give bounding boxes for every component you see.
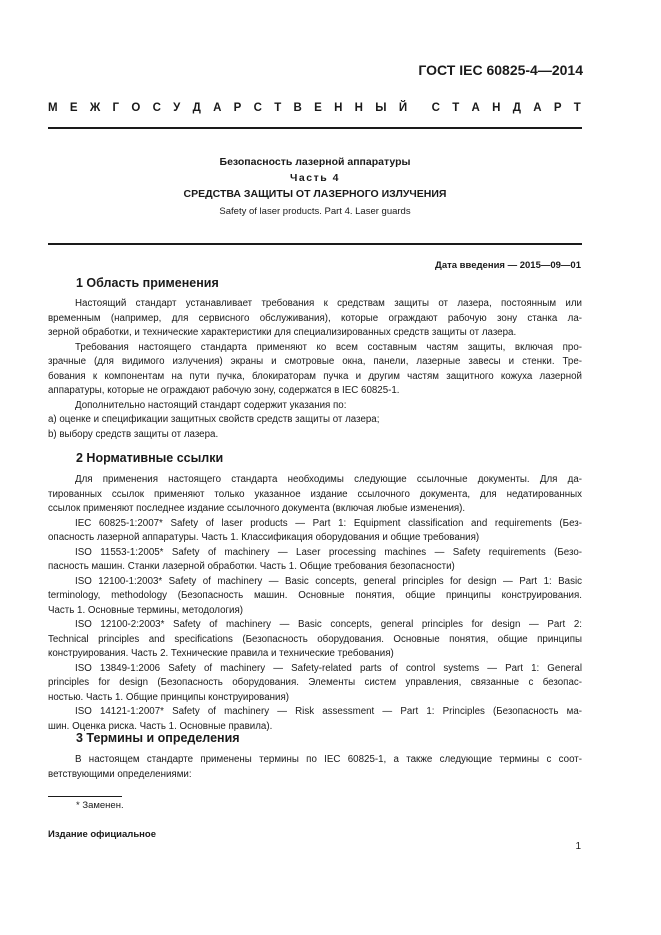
banner-letter: Р: [553, 102, 562, 114]
part-label: Часть 4: [290, 172, 340, 184]
title-divider: [48, 243, 582, 245]
list-item: b) выбору средств защиты от лазера.: [48, 428, 219, 440]
footnote-divider: [48, 796, 122, 797]
official-edition-label: Издание официальное: [48, 829, 156, 840]
reference-line: terminology, methodology (Безопасность машин. Основные понятия, общие принципы конструирования.: [48, 590, 582, 601]
banner-letter: С: [431, 102, 440, 114]
standard-title: Безопасность лазерной аппаратуры: [219, 156, 411, 168]
reference-line: Часть 1. Основные термины, методология): [48, 604, 244, 616]
section-heading-scope: 1 Область применения: [76, 276, 219, 290]
banner-letter: Р: [233, 102, 242, 114]
text-line: ветствующими определениями:: [48, 768, 192, 780]
text-line: Дополнительно настоящий стандарт содержит указания по:: [75, 399, 347, 411]
reference-line: IEC 60825-1:2007* Safety of laser products — Part 1: Equipment classification and requirements (Без-: [75, 517, 582, 529]
text-line: Требования настоящего стандарта применяют ко всем составным частям защиты, включая про-: [75, 341, 582, 353]
section-body-scope: [48, 297, 582, 442]
header-divider: [48, 127, 582, 129]
reference-line: Technical principles and specifications (Безопасность оборудования. Основные понятия, общие принципы: [48, 633, 582, 645]
banner-letter: Н: [492, 102, 501, 114]
reference-line: ISO 14121-1:2007* Safety of machinery — Risk assessment — Part 1: Principles (Безопасность ма-: [75, 706, 582, 717]
reference-line: ISO 12100-2:2003* Safety of machinery — Basic concepts, general principles for design — Part 2:: [75, 619, 582, 630]
banner-letter: А: [471, 102, 480, 114]
banner-letter: Т: [573, 102, 581, 114]
banner-letter: Т: [452, 102, 460, 114]
section-body-references: [48, 473, 582, 734]
banner-letter: Г: [112, 102, 120, 114]
text-line: тированных ссылок применяют только указанное издание ссылочного документа, для недатированных: [48, 488, 582, 500]
text-line: Настоящий стандарт устанавливает требования к средствам защиты от лазера, постоянным или: [75, 298, 582, 309]
reference-line: шин. Оценка риска. Часть 1. Основные правила).: [48, 720, 273, 732]
reference-line: ISO 12100-1:2003* Safety of machinery — Basic concepts, general principles for design — Part 1: Basic: [75, 575, 582, 587]
banner-letter: Н: [334, 102, 343, 114]
banner-letter: В: [293, 102, 302, 114]
text-line: В настоящем стандарте применены термины по IEC 60825-1, а также следующие термины с соот-: [75, 754, 582, 765]
reference-line: principles for design (Безопасность оборудования. Элементы систем управления, связанные с безопас-: [48, 677, 582, 688]
document-code: ГОСТ IEC 60825-4—2014: [418, 62, 583, 78]
banner-letter: О: [131, 102, 141, 114]
reference-line: ISO 13849-1:2006 Safety of machinery — Safety-related parts of control systems — Part 1: General: [75, 662, 582, 674]
banner-letter: Е: [314, 102, 322, 114]
text-line: ссылок применяют последнее издание ссылочного документа (включая любые изменения).: [48, 503, 466, 514]
introduction-date: Дата введения — 2015—09—01: [435, 260, 581, 271]
banner-letter: Т: [274, 102, 282, 114]
section-heading-terms: 3 Термины и определения: [76, 731, 240, 745]
banner-letter: А: [213, 102, 222, 114]
banner-letter: Ы: [375, 102, 387, 114]
text-line: Для применения настоящего стандарта необходимы следующие ссылочные документы. Для да-: [75, 474, 582, 485]
banner-letter: С: [253, 102, 262, 114]
banner-letter: М: [48, 102, 58, 114]
banner-letter: Е: [69, 102, 78, 114]
english-title: Safety of laser products. Part 4. Laser guards: [219, 206, 411, 217]
list-item: a) оценке и спецификации защитных свойств средств защиты от лазера;: [48, 414, 380, 425]
interstate-standard-banner: [48, 102, 581, 114]
text-line: зрачные (для видимого излучения) экраны и смотровые окна, панели, лазерные завесы и стенки. Тре-: [48, 356, 582, 367]
section-body-terms: [48, 753, 582, 782]
banner-letter: Ж: [89, 102, 101, 114]
reference-line: пасность машин. Станки лазерной обработки. Часть 1. Общие требования безопасности): [48, 561, 455, 572]
standard-subtitle: СРЕДСТВА ЗАЩИТЫ ОТ ЛАЗЕРНОГО ИЗЛУЧЕНИЯ: [183, 188, 447, 200]
reference-line: опасность лазерной аппаратуры. Часть 1. Классификация оборудования и общие требования): [48, 532, 480, 543]
text-line: аппаратуры, которые не ограждают рабочую зону, содержатся в IEC 60825-1.: [48, 385, 400, 396]
banner-letter: Н: [354, 102, 363, 114]
text-line: зерной обработки, и технические характеристики для специализированных средств защиты от лазера.: [48, 327, 517, 338]
page-number: 1: [575, 841, 581, 852]
text-line: временным (например, для сервисного обслуживания), которые ограждают рабочую зону станка ла-: [48, 312, 582, 324]
banner-letter: У: [173, 102, 181, 114]
section-heading-references: 2 Нормативные ссылки: [76, 451, 224, 465]
banner-letter: А: [533, 102, 542, 114]
text-line: бования к компонентам на пути пучка, блокираторам пучка и другим частям защитного кожуха лазерной: [48, 370, 582, 382]
reference-line: ностью. Часть 1. Общие принципы конструирования): [48, 691, 290, 703]
reference-line: ISO 11553-1:2005* Safety of machinery — Laser processing machines — Safety requirements (Безо-: [75, 546, 582, 558]
footnote: * Заменен.: [76, 800, 124, 811]
banner-letter: Й: [398, 102, 408, 114]
banner-letter: Д: [512, 102, 521, 114]
banner-letter: Д: [192, 102, 201, 114]
banner-letter: С: [152, 102, 161, 114]
reference-line: конструирования. Часть 2. Технические правила и технические требования): [48, 648, 394, 659]
